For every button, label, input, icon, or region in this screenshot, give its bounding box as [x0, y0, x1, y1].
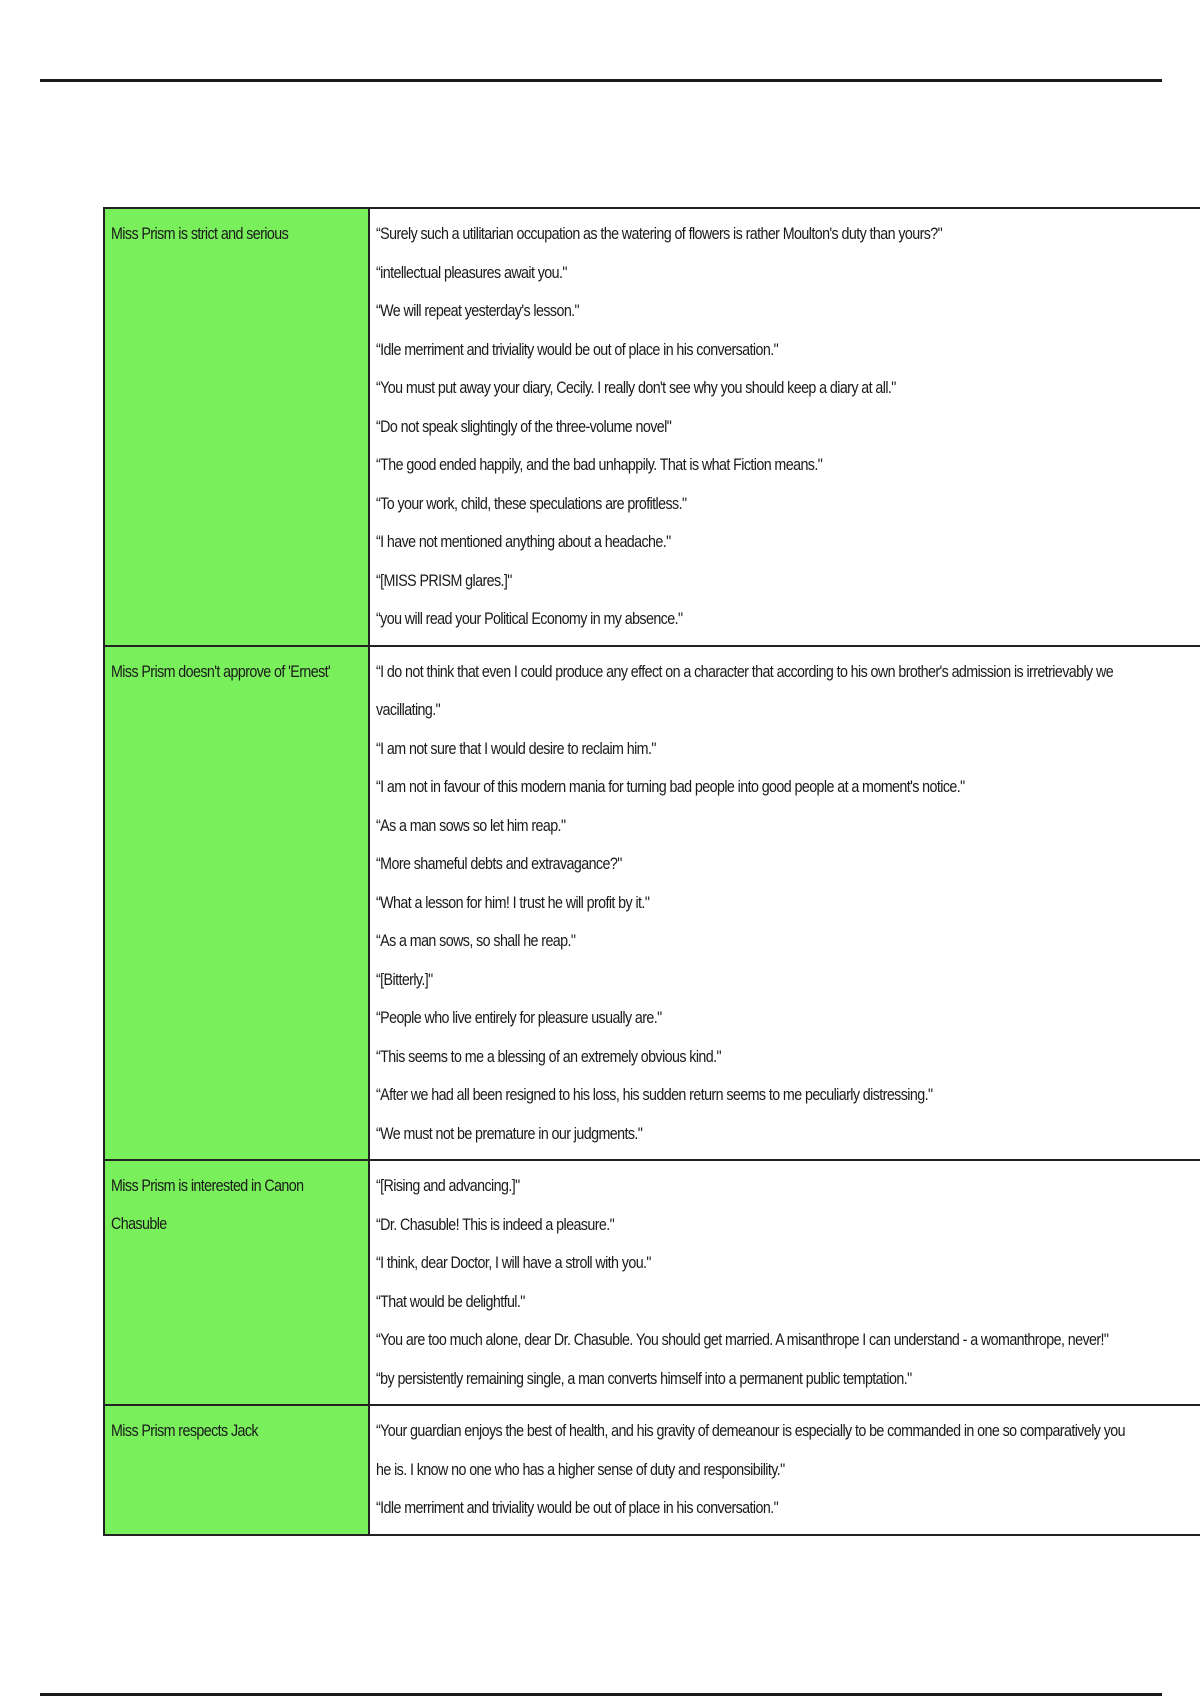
theme-label: Miss Prism is interested in Canon Chasuble — [111, 1176, 304, 1233]
quote-line: “Surely such a utilitarian occupation as the watering of flowers is rather Moulton's duty than yours?" — [376, 224, 943, 243]
footer-rule — [40, 1693, 1162, 1696]
quote-line: “[Bitterly.]" — [376, 969, 433, 989]
quote-line: “Dr. Chasuble! This is indeed a pleasure." — [376, 1214, 615, 1234]
theme-cell — [104, 1405, 369, 1535]
theme-label: Miss Prism is strict and serious — [111, 224, 289, 243]
quote-line: “[MISS PRISM glares.]" — [376, 570, 512, 590]
theme-cell — [104, 208, 369, 646]
quote-line: “[Rising and advancing.]" — [376, 1176, 520, 1195]
quote-line: “by persistently remaining single, a man converts himself into a permanent public temptation." — [376, 1368, 912, 1388]
table-body — [104, 208, 1200, 1535]
quote-line: “Idle merriment and triviality would be out of place in his conversation." — [376, 1498, 779, 1517]
quotes-cell — [369, 646, 1200, 1161]
theme-label: Miss Prism respects Jack — [111, 1421, 258, 1440]
character-quotes-table — [103, 207, 1200, 1536]
quote-line: “This seems to me a blessing of an extremely obvious kind." — [376, 1046, 722, 1066]
table-row — [104, 1160, 1200, 1405]
quote-line: “Idle merriment and triviality would be out of place in his conversation." — [376, 339, 779, 359]
quote-line: “you will read your Political Economy in my absence." — [376, 609, 683, 628]
quote-line: “The good ended happily, and the bad unhappily. That is what Fiction means." — [376, 455, 823, 474]
table-row — [104, 1405, 1200, 1535]
quote-line: “After we had all been resigned to his loss, his sudden return seems to me peculiarly distressing." — [376, 1085, 933, 1104]
header-rule — [40, 79, 1162, 82]
quote-line: “I am not sure that I would desire to reclaim him." — [376, 738, 656, 758]
quote-line: “As a man sows so let him reap." — [376, 815, 566, 835]
quote-line: “I think, dear Doctor, I will have a stroll with you." — [376, 1253, 651, 1272]
quote-line: “You must put away your diary, Cecily. I really don't see why you should keep a diary at all." — [376, 378, 896, 397]
table-row — [104, 646, 1200, 1161]
quote-line: he is. I know no one who has a higher sense of duty and responsibility." — [376, 1459, 785, 1479]
quote-line: “intellectual pleasures await you." — [376, 262, 567, 282]
quote-line: “That would be delightful." — [376, 1291, 525, 1311]
theme-label: Miss Prism doesn't approve of 'Ernest' — [111, 661, 331, 681]
theme-cell — [104, 1160, 369, 1405]
theme-cell — [104, 646, 369, 1161]
quote-line: “Do not speak slightingly of the three-volume novel" — [376, 416, 672, 436]
quotes-cell — [369, 1405, 1200, 1535]
quote-line: “I am not in favour of this modern mania for turning bad people into good people at a moment's notice." — [376, 777, 965, 796]
quote-line: “People who live entirely for pleasure usually are." — [376, 1008, 662, 1027]
quote-line: “Your guardian enjoys the best of health, and his gravity of demeanour is especially to be commanded in one so comparatively you — [376, 1421, 1125, 1440]
quote-line: “You are too much alone, dear Dr. Chasuble. You should get married. A misanthrope I can understand - a womanthrope, never!" — [376, 1330, 1109, 1349]
quote-line: “As a man sows, so shall he reap." — [376, 931, 576, 950]
quote-line: “More shameful debts and extravagance?" — [376, 854, 622, 873]
quote-line: vacillating." — [376, 700, 441, 719]
quote-line: “To your work, child, these speculations are profitless." — [376, 493, 687, 513]
quote-line: “We will repeat yesterday's lesson." — [376, 301, 580, 320]
quote-line: “We must not be premature in our judgments." — [376, 1123, 643, 1143]
quotes-cell — [369, 1160, 1200, 1405]
quote-line: “I do not think that even I could produce any effect on a character that according to his own brother's admission is irretrievably we — [376, 661, 1114, 681]
table-row — [104, 208, 1200, 646]
quotes-cell — [369, 208, 1200, 646]
quote-line: “I have not mentioned anything about a headache." — [376, 532, 671, 551]
quote-line: “What a lesson for him! I trust he will profit by it." — [376, 892, 650, 912]
